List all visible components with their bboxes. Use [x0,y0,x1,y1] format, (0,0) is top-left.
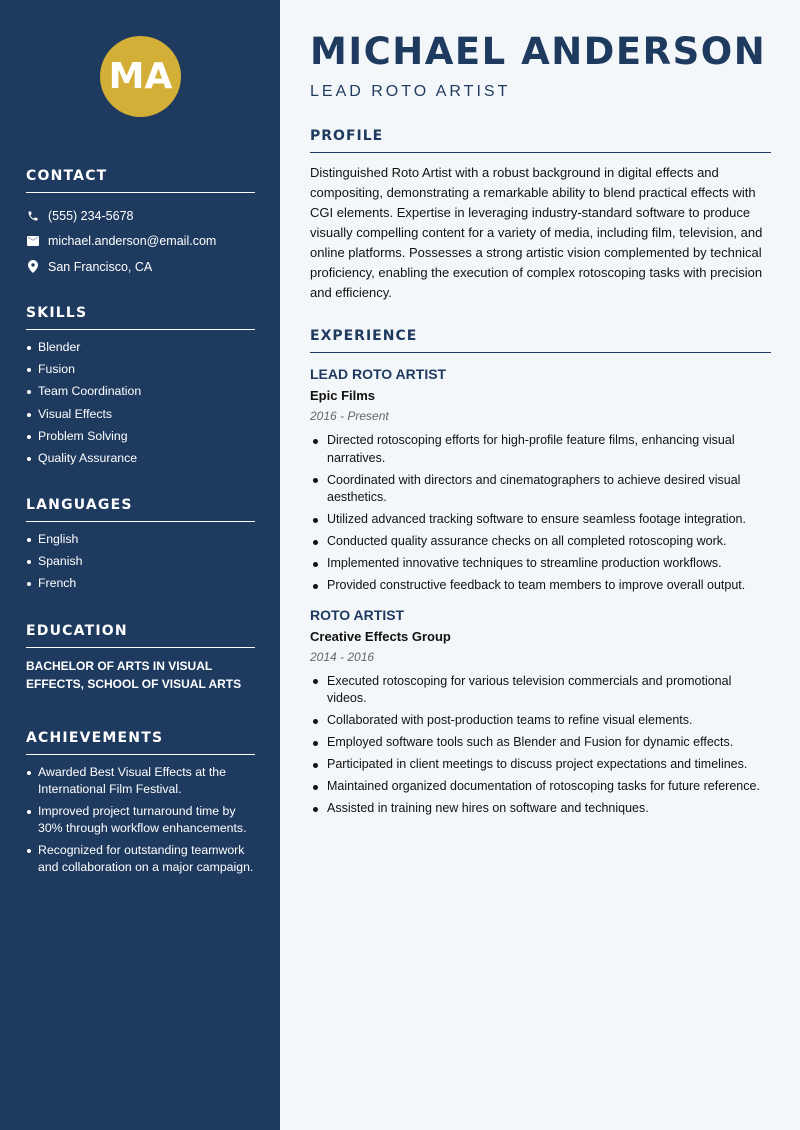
achievements-heading: ACHIEVEMENTS [26,730,255,755]
profile-heading: PROFILE [310,128,771,153]
sidebar [0,0,280,1130]
experience-heading: EXPERIENCE [310,328,771,353]
contact-phone-text: (555) 234-5678 [48,208,134,223]
job-bullet: Collaborated with post-production teams to refine visual elements. [310,712,771,730]
profile-section [310,128,771,303]
job-title: ROTO ARTIST [310,606,405,623]
profile-text: Distinguished Roto Artist with a robust background in digital effects and compositing, demonstrating a remarkable ability to blend practical effects with CGI elements. Expertise in leveraging industry-standard software to produce visually compelling content for a variety of media, including film, television, and online platforms. Possesses a strong artistic vision complemented by technical proficiency, enabling the execution of complex rotoscoping tasks with precision and efficiency. [310,165,763,300]
job-title: LEAD ROTO ARTIST [310,366,447,382]
experience-section [310,328,771,822]
contact-email [26,229,255,255]
location-icon [26,260,40,274]
job-bullet: Conducted quality assurance checks on all completed rotoscoping work. [310,533,771,551]
skill-item: Fusion [26,361,255,378]
job-entry [310,366,771,595]
education-degree: BACHELOR OF ARTS IN VISUAL EFFECTS, SCHOOL OF VISUAL ARTS [26,659,242,691]
job-bullet: Implemented innovative techniques to streamline production workflows. [310,555,771,573]
achievement-item: Improved project turnaround time by 30% through workflow enhancements. [26,803,255,837]
language-item: Spanish [26,553,255,570]
job-company: Creative Effects Group [310,628,451,644]
education-section [26,623,255,693]
contact-location-text: San Francisco, CA [48,259,153,274]
contact-section [26,168,255,280]
job-company: Epic Films [310,388,376,403]
skill-item: Quality Assurance [26,450,255,467]
job-bullet: Coordinated with directors and cinematographers to achieve desired visual aesthetics. [310,472,771,507]
achievement-item: Recognized for outstanding teamwork and collaboration on a major campaign. [26,842,255,876]
phone-icon [26,209,40,223]
language-item: French [26,575,255,592]
skill-item: Blender [26,339,255,356]
skill-item: Problem Solving [26,428,255,445]
languages-heading: LANGUAGES [26,497,255,522]
contact-email-text: michael.anderson@email.com [48,234,217,249]
job-bullet: Executed rotoscoping for various television commercials and promotional videos. [310,673,771,708]
education-heading: EDUCATION [26,623,255,648]
job-bullet: Employed software tools such as Blender and Fusion for dynamic effects. [310,734,771,752]
achievement-item: Awarded Best Visual Effects at the International Film Festival. [26,764,255,798]
job-bullet: Assisted in training new hires on software and techniques. [310,800,771,818]
avatar-initials: MA [100,36,181,117]
skill-item: Team Coordination [26,383,255,400]
email-icon [26,234,40,248]
candidate-name: MICHAEL ANDERSON [310,30,767,73]
contact-heading: CONTACT [26,168,255,193]
job-bullet: Maintained organized documentation of rotoscoping tasks for future reference. [310,778,771,796]
language-item: English [26,531,255,548]
skill-item: Visual Effects [26,406,255,423]
job-bullet: Utilized advanced tracking software to ensure seamless footage integration. [310,511,771,529]
job-bullet: Participated in client meetings to discuss project expectations and timelines. [310,756,771,774]
job-bullet: Directed rotoscoping efforts for high-profile feature films, enhancing visual narratives. [310,432,771,467]
languages-section [26,497,255,598]
job-entry [310,607,771,818]
candidate-title: LEAD ROTO ARTIST [310,83,511,100]
skills-heading: SKILLS [26,305,255,330]
job-dates: 2014 - 2016 [310,649,375,664]
skills-section [26,305,255,472]
contact-phone [26,203,255,229]
contact-location [26,254,255,280]
achievements-section [26,730,255,882]
job-dates: 2016 - Present [310,409,389,423]
job-bullet: Provided constructive feedback to team members to improve overall output. [310,577,771,595]
